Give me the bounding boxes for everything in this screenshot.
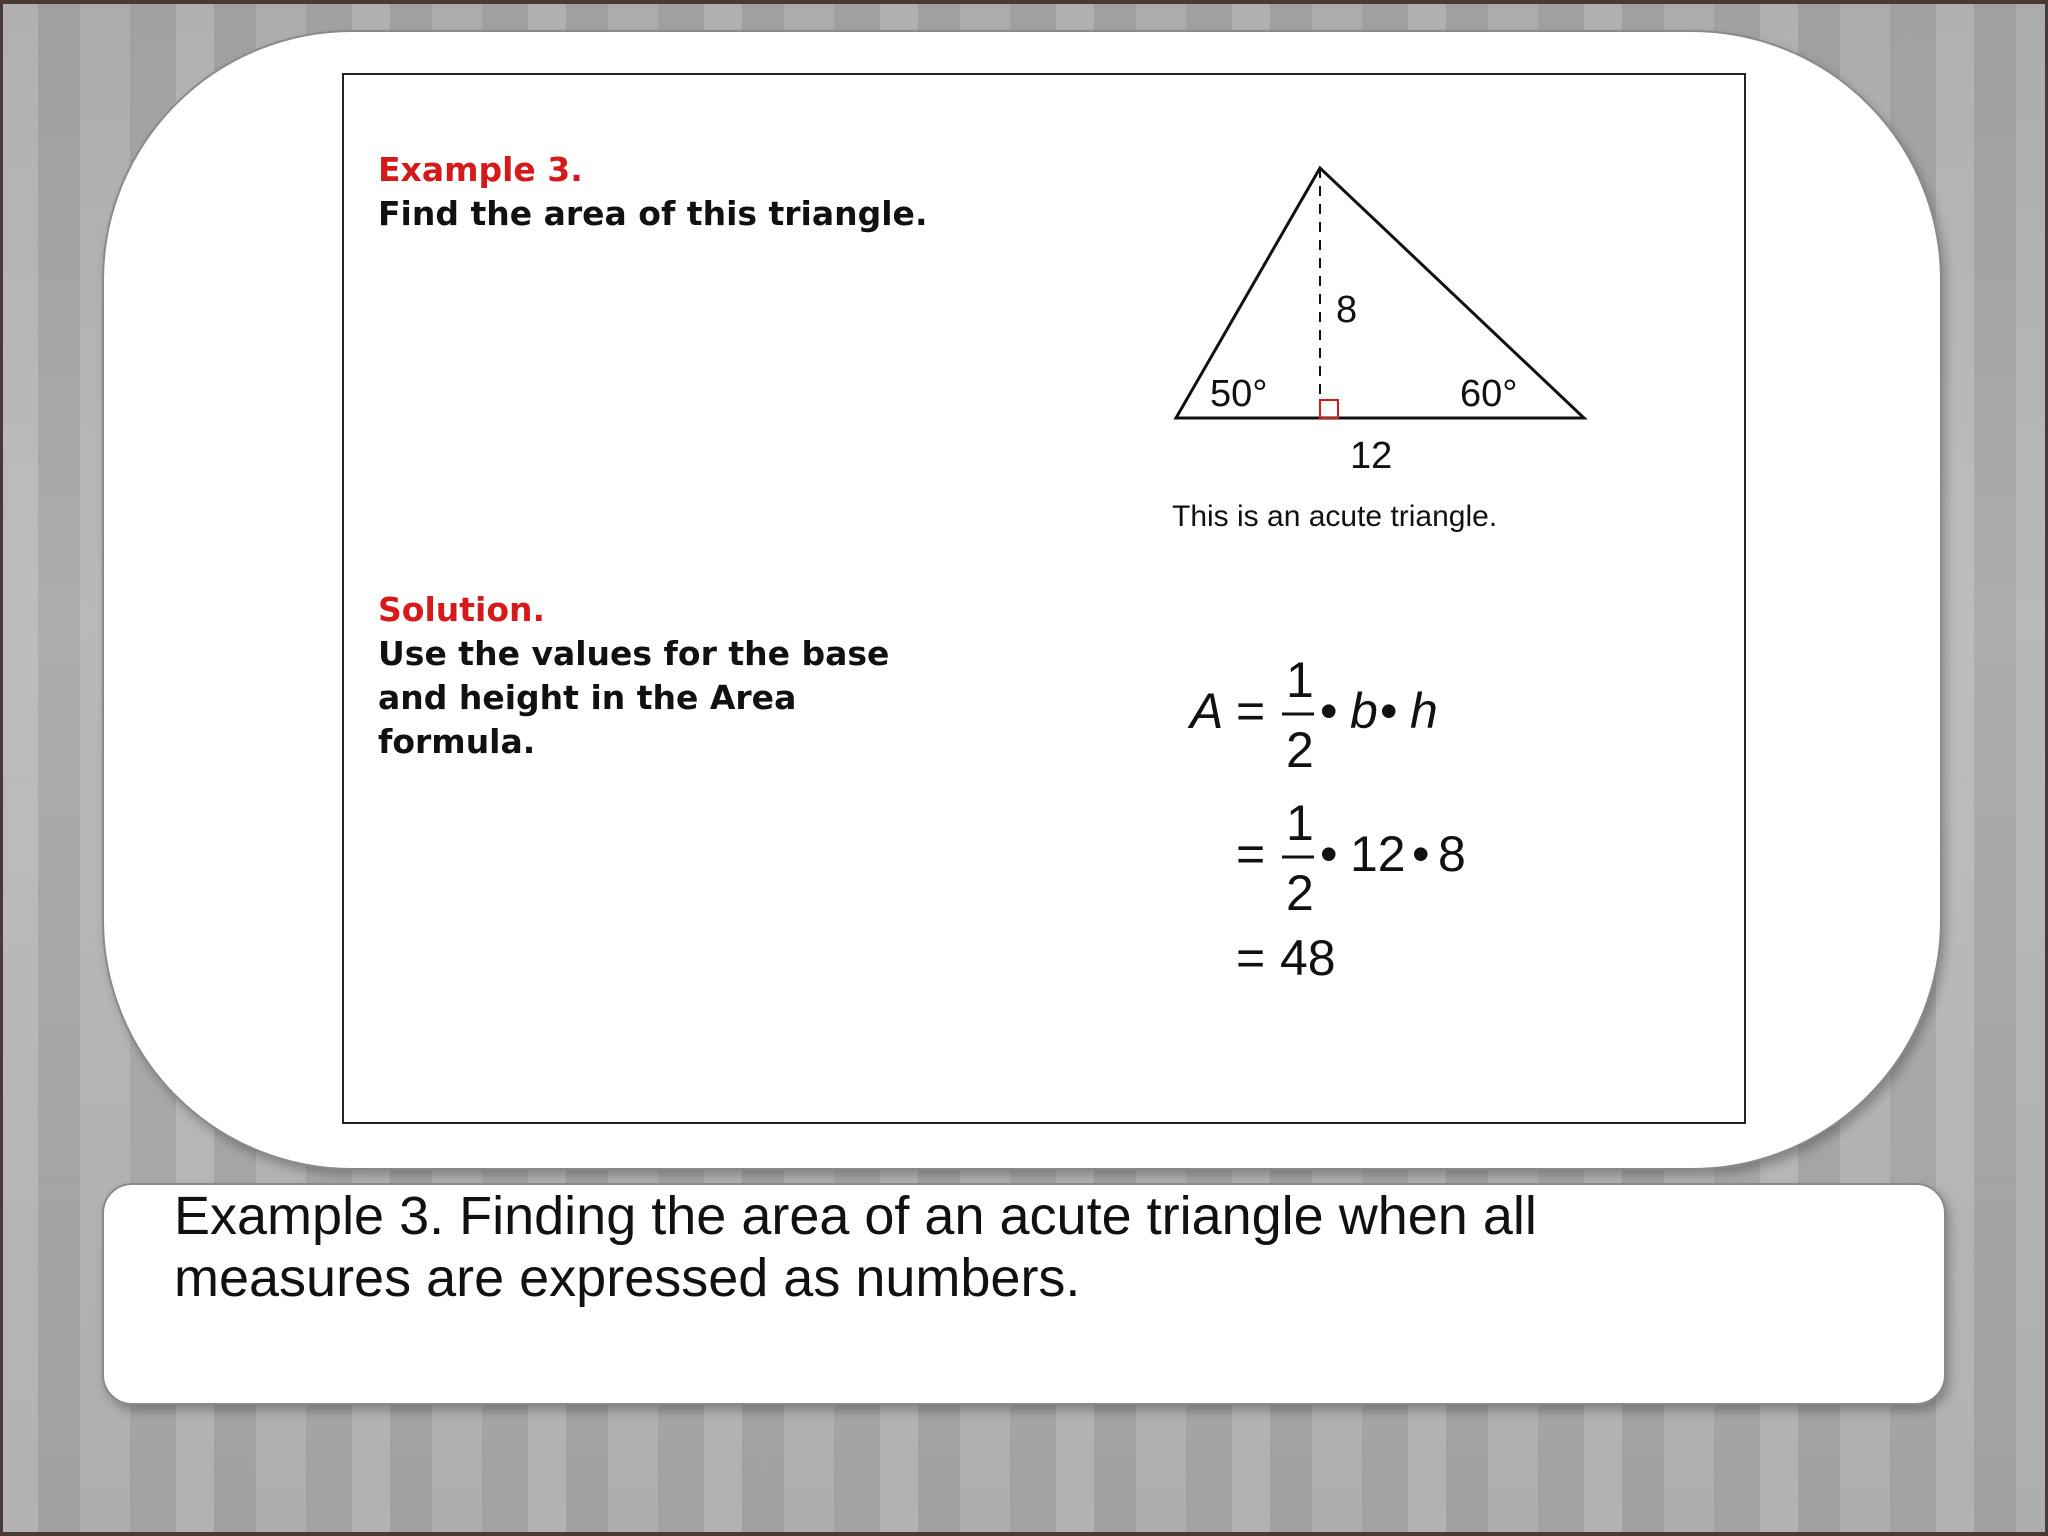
triangle-diagram — [1160, 160, 1600, 477]
right-angle-label: 60° — [1460, 373, 1518, 415]
formula-dot-2a: • — [1320, 826, 1338, 882]
formula-numerator-2: 1 — [1286, 795, 1314, 851]
formula-dot-1a: • — [1320, 683, 1338, 739]
left-angle-label: 50° — [1210, 373, 1268, 415]
solution-line-2: and height in the Area — [378, 678, 797, 717]
solution-line-1: Use the values for the base — [378, 634, 890, 673]
bottom-border — [0, 1532, 2048, 1536]
formula-height-value: 8 — [1438, 826, 1466, 882]
area-formula — [1180, 652, 1540, 1015]
formula-denominator-2: 2 — [1286, 865, 1314, 921]
formula-result: 48 — [1280, 930, 1336, 986]
top-border — [0, 0, 2048, 4]
formula-dot-1b: • — [1380, 683, 1398, 739]
formula-h: h — [1410, 683, 1438, 739]
caption-card — [102, 1183, 1946, 1405]
formula-denominator-1: 2 — [1286, 722, 1314, 778]
formula-dot-2b: • — [1412, 826, 1430, 882]
formula-equals-1: = — [1236, 683, 1266, 739]
formula-a: A — [1190, 683, 1224, 739]
formula-b: b — [1350, 683, 1378, 739]
right-angle-marker — [1320, 400, 1338, 418]
problem-prompt: Find the area of this triangle. — [378, 194, 928, 233]
height-label: 8 — [1336, 289, 1358, 331]
caption-text: Example 3. Finding the area of an acute triangle when all measures are expressed as numbers. — [174, 1186, 1537, 1308]
formula-equals-2: = — [1236, 826, 1266, 882]
left-border — [0, 0, 3, 1536]
base-label: 12 — [1350, 435, 1393, 477]
solution-heading: Solution. — [378, 590, 546, 629]
example-heading: Example 3. — [378, 150, 583, 189]
solution-line-3: formula. — [378, 722, 536, 761]
formula-equals-3: = — [1236, 930, 1266, 986]
triangle-caption: This is an acute triangle. — [1172, 500, 1498, 533]
formula-base-value: 12 — [1350, 826, 1406, 882]
formula-numerator-1: 1 — [1286, 652, 1314, 708]
